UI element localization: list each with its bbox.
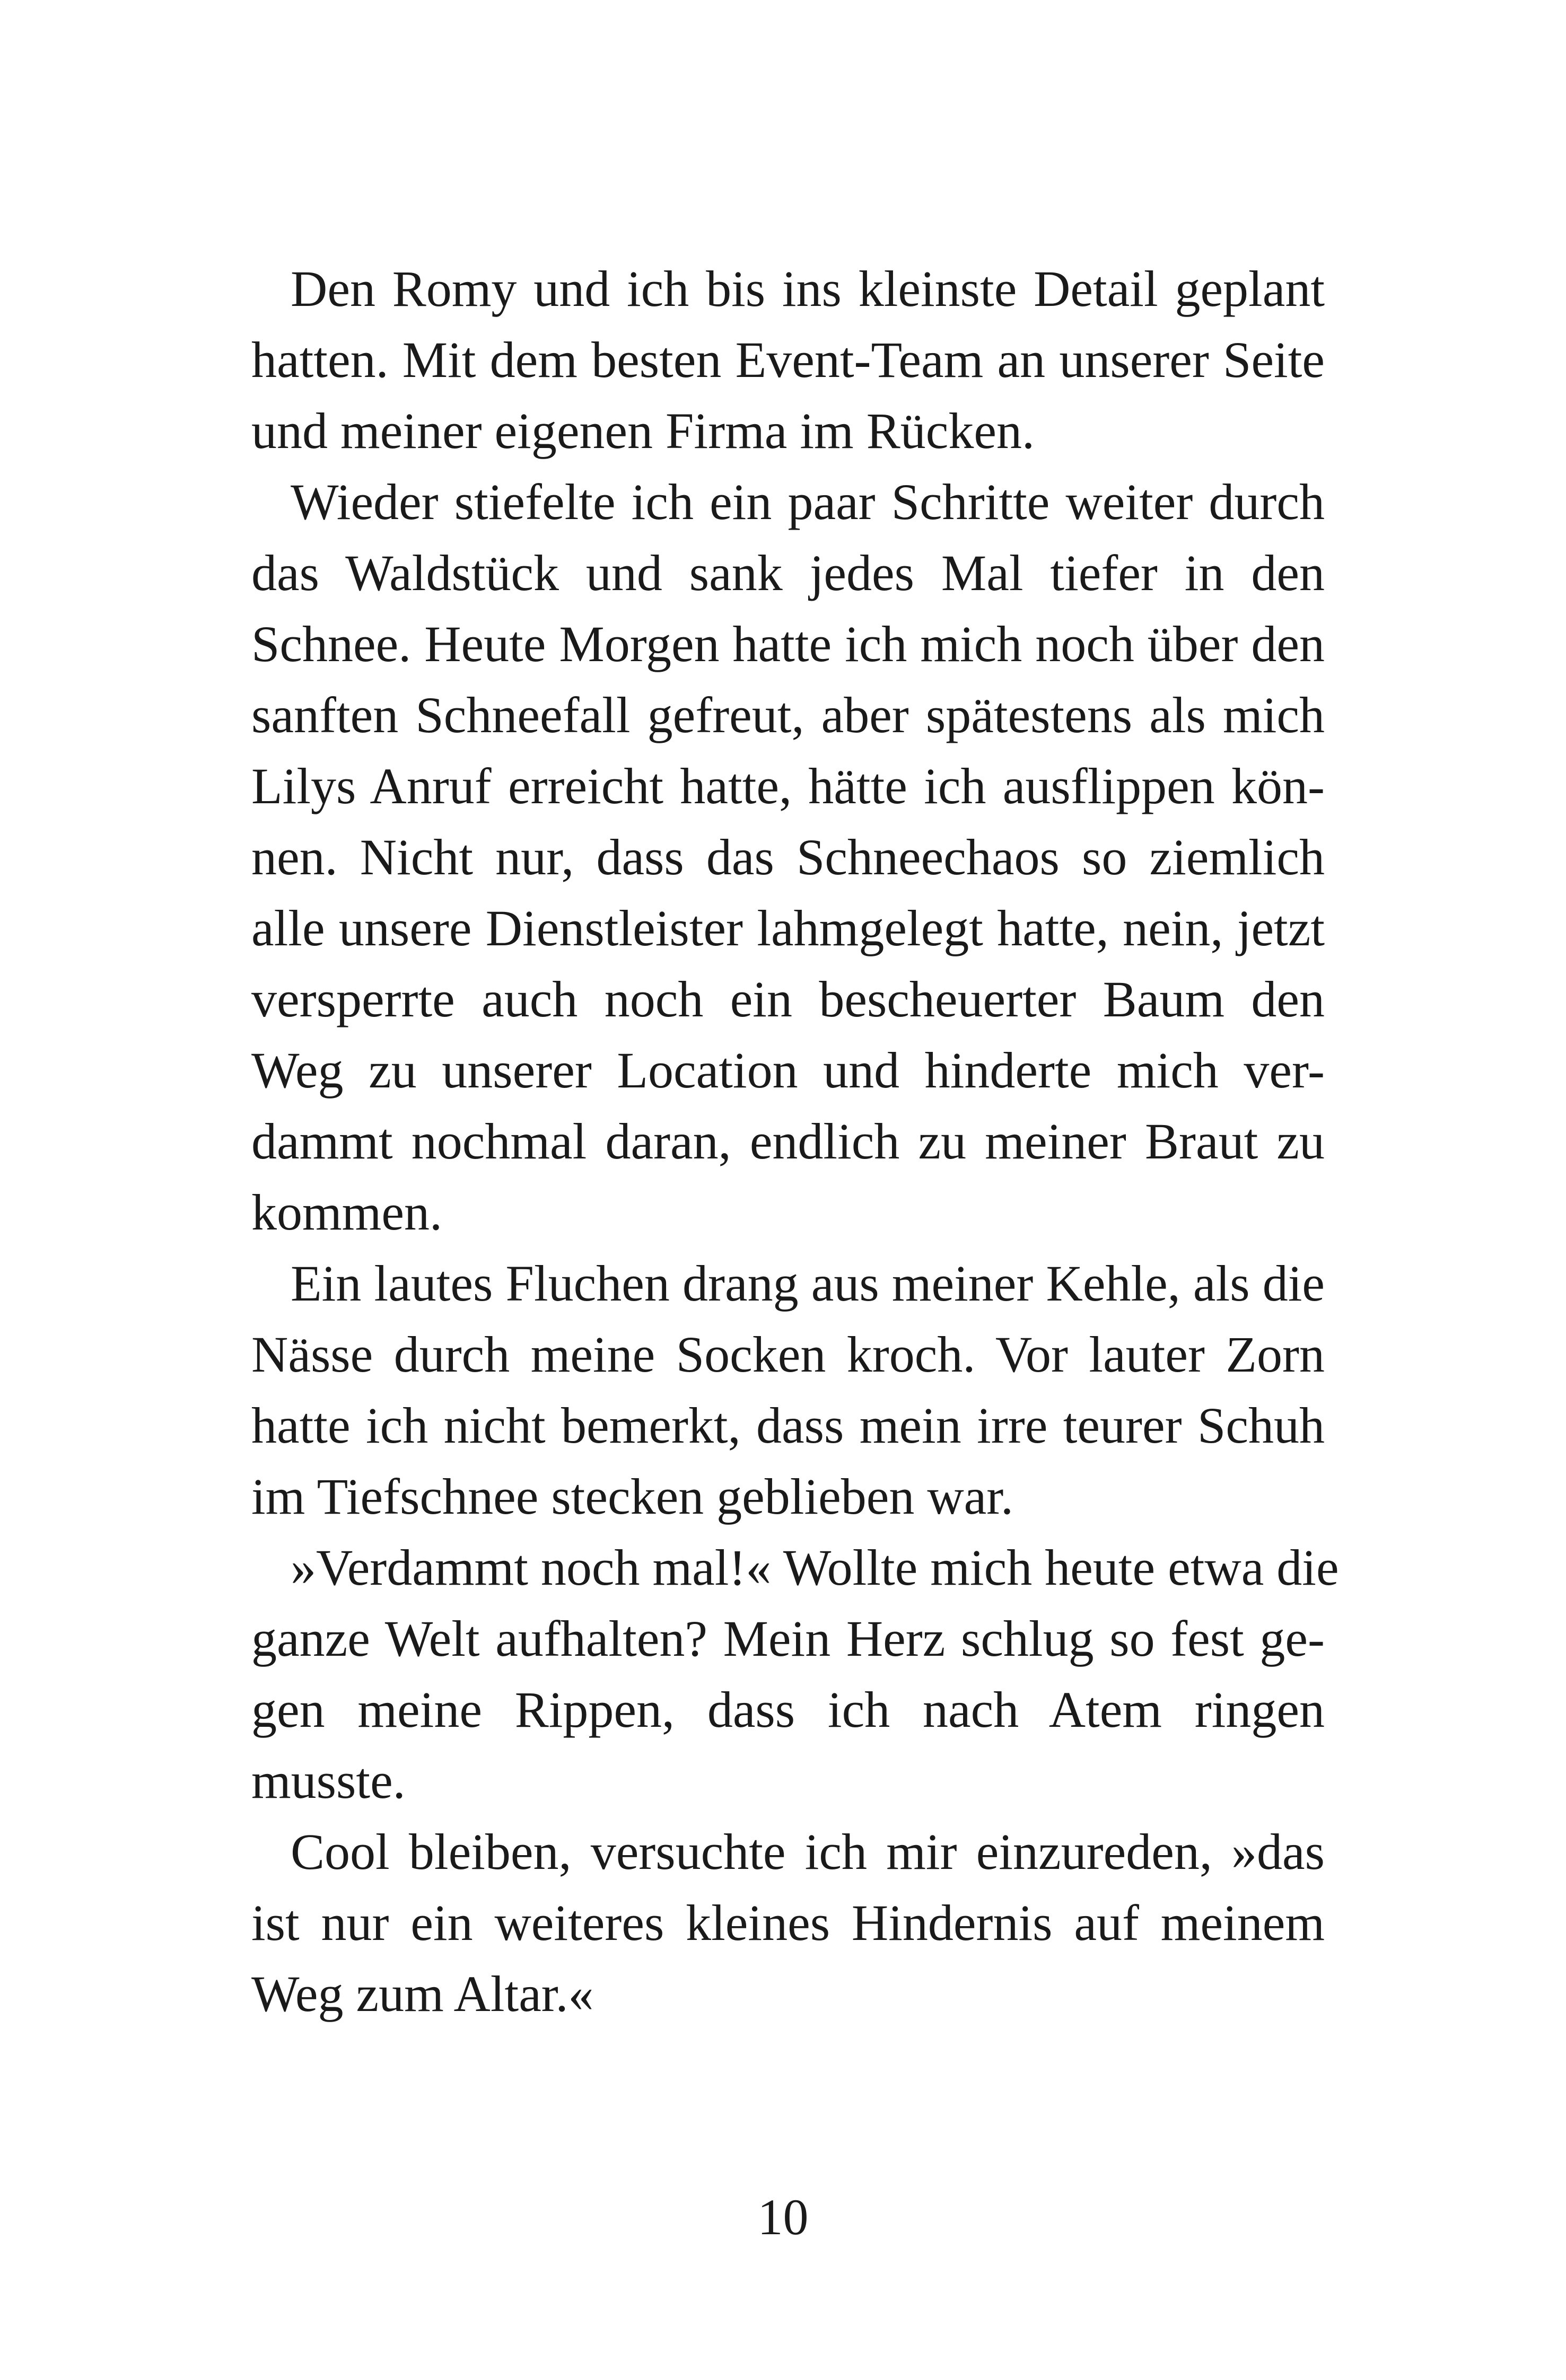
- text-line: hatte ich nicht bemerkt, dass mein irre teurer Schuh: [251, 1397, 1325, 1454]
- text-line: hatten. Mit dem besten Event-Team an unserer Seite: [251, 331, 1325, 388]
- text-line: Nässe durch meine Socken kroch. Vor lauter Zorn: [251, 1326, 1325, 1383]
- text-line: nen. Nicht nur, dass das Schneechaos so ziemlich: [251, 829, 1325, 885]
- text-line: alle unsere Dienstleister lahmgelegt hatte, nein, jetzt: [251, 900, 1325, 956]
- text-line: Weg zum Altar.«: [251, 1965, 594, 2022]
- text-line: »Verdammt noch mal!« Wollte mich heute etwa die: [291, 1539, 1339, 1596]
- text-line: Ein lautes Fluchen drang aus meiner Kehle, als die: [291, 1255, 1325, 1312]
- text-line: Schnee. Heute Morgen hatte ich mich noch über den: [251, 616, 1325, 672]
- text-line: ist nur ein weiteres kleines Hindernis auf meinem: [251, 1894, 1325, 1951]
- text-line: gen meine Rippen, dass ich nach Atem ringen: [251, 1681, 1325, 1738]
- text-line: sanften Schneefall gefreut, aber spätestens als mich: [251, 687, 1325, 743]
- text-line: ganze Welt aufhalten? Mein Herz schlug so fest ge-: [251, 1610, 1325, 1667]
- text-line: Weg zu unserer Location und hinderte mich ver-: [251, 1042, 1325, 1099]
- text-line: und meiner eigenen Firma im Rücken.: [251, 402, 1035, 459]
- text-line: versperrte auch noch ein bescheuerter Baum den: [251, 971, 1325, 1027]
- text-line: dammt nochmal daran, endlich zu meiner Braut zu: [251, 1113, 1325, 1170]
- text-line: das Waldstück und sank jedes Mal tiefer in den: [251, 544, 1325, 601]
- text-line: musste.: [251, 1752, 406, 1809]
- text-line: Den Romy und ich bis ins kleinste Detail geplant: [291, 260, 1325, 317]
- body-text: [251, 253, 1339, 2030]
- text-line: Cool bleiben, versuchte ich mir einzureden, »das: [291, 1823, 1325, 1880]
- page-number: 10: [757, 2189, 809, 2245]
- text-line: Wieder stiefelte ich ein paar Schritte weiter durch: [291, 473, 1325, 530]
- text-line: kommen.: [251, 1184, 442, 1241]
- text-line: Lilys Anruf erreicht hatte, hätte ich ausflippen kön-: [251, 758, 1325, 814]
- text-line: im Tiefschnee stecken geblieben war.: [251, 1468, 1013, 1525]
